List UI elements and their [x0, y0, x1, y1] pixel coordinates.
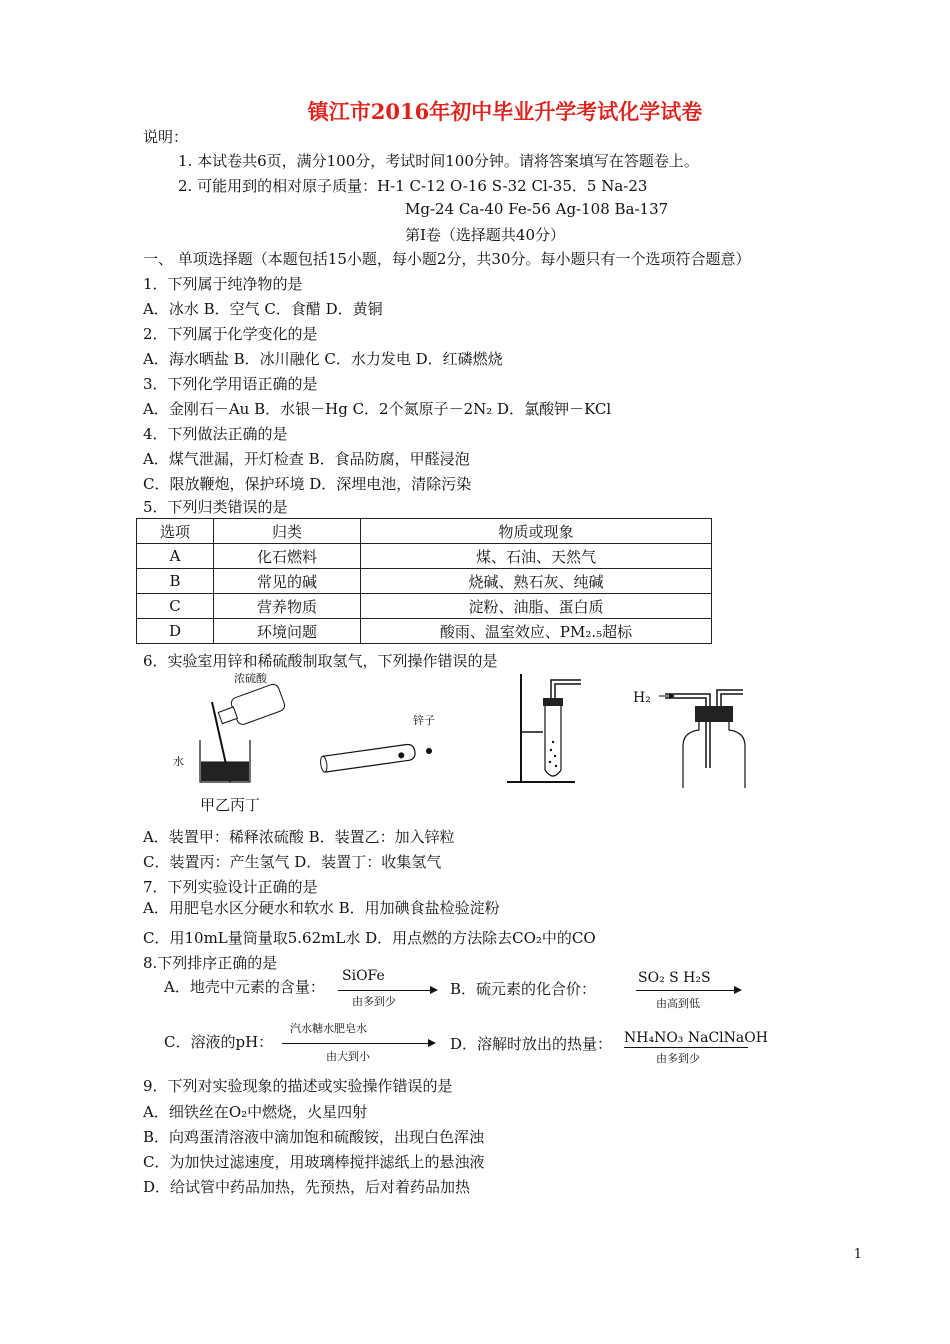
table-row — [137, 619, 712, 644]
table-header-row — [137, 519, 712, 544]
question-4-options-1: A．煤气泄漏，开灯检查 B．食品防腐，甲醛浸泡 — [143, 450, 470, 468]
q8-option-c-order: 由大到小 — [326, 1050, 370, 1063]
figure-caption: 甲乙丙丁 — [200, 796, 261, 814]
question-3-options: A．金刚石－Au B．水银－Hg C．2个氮原子－2N₂ D．氯酸钾－KCl — [143, 400, 612, 418]
classification-table — [136, 518, 712, 644]
q8-option-c-arrowhead — [428, 1039, 436, 1047]
note-item-2-cont: Mg-24 Ca-40 Fe-56 Ag-108 Ba-137 — [405, 200, 669, 218]
apparatus-ding-diagram — [655, 680, 755, 790]
label-conc-acid: 浓硫酸 — [234, 672, 267, 685]
table-row — [137, 544, 712, 569]
question-5: 5．下列归类错误的是 — [143, 498, 288, 516]
question-8: 8.下列排序正确的是 — [143, 954, 278, 972]
page-number: 1 — [853, 1247, 862, 1262]
apparatus-jia-diagram — [190, 680, 290, 790]
section1-heading: 一、 单项选择题（本题包括15小题，每小题2分，共30分。每小题只有一个选项符合题意） — [143, 250, 751, 268]
table-cell: 营养物质 — [214, 594, 361, 619]
question-1: 1．下列属于纯净物的是 — [143, 275, 303, 293]
table-cell: 化石燃料 — [214, 544, 361, 569]
q8-option-c-label: C．溶液的pH： — [164, 1033, 274, 1051]
question-2-options: A．海水晒盐 B．冰川融化 C．水力发电 D．红磷燃烧 — [143, 350, 503, 368]
q8-option-b-arrow — [636, 990, 734, 991]
q8-option-c-arrow — [282, 1043, 428, 1044]
label-h2: H₂ — [633, 690, 651, 706]
question-7-options-2: C．用10mL量筒量取5.62mL水 D．用点燃的方法除去CO₂中的CO — [143, 929, 596, 947]
question-4-options-2: C．限放鞭炮，保护环境 D．深埋电池，清除污染 — [143, 475, 472, 493]
table-cell: A — [137, 544, 214, 569]
table-cell: 环境问题 — [214, 619, 361, 644]
table-cell: 烧碱、熟石灰、纯碱 — [361, 569, 712, 594]
label-water: 水 — [173, 755, 184, 768]
question-9-option-d: D．给试管中药品加热，先预热，后对着药品加热 — [143, 1178, 471, 1196]
table-row — [137, 594, 712, 619]
q8-option-b-sequence: SO₂ S H₂S — [638, 970, 711, 986]
label-zinc: 锌子 — [413, 714, 435, 727]
question-9-option-c: C．为加快过滤速度，用玻璃棒搅拌滤纸上的悬浊液 — [143, 1153, 485, 1171]
question-7-options-1: A．用肥皂水区分硬水和软水 B．用加碘食盐检验淀粉 — [143, 899, 500, 917]
apparatus-bing-diagram — [505, 670, 595, 790]
question-2: 2．下列属于化学变化的是 — [143, 325, 318, 343]
notes-heading: 说明： — [143, 128, 189, 146]
table-cell: 淀粉、油脂、蛋白质 — [361, 594, 712, 619]
q8-option-d-order: 由多到少 — [656, 1052, 700, 1065]
table-cell: 酸雨、温室效应、PM₂.₅超标 — [361, 619, 712, 644]
note-item-2: 2. 可能用到的相对原子质量：H-1 C-12 O-16 S-32 Cl-35．5 Na-23 — [178, 177, 648, 195]
q8-option-c-sequence: 汽水糖水肥皂水 — [290, 1022, 367, 1035]
q8-option-a-arrowhead — [430, 986, 438, 994]
question-1-options: A．冰水 B．空气 C．食醋 D．黄铜 — [143, 300, 383, 318]
q8-option-b-label: B．硫元素的化合价： — [450, 980, 597, 998]
question-9-option-a: A．细铁丝在O₂中燃烧，火星四射 — [143, 1103, 368, 1121]
table-cell: 常见的碱 — [214, 569, 361, 594]
q8-option-b-order: 由高到低 — [656, 997, 700, 1010]
table-cell: 煤、石油、天然气 — [361, 544, 712, 569]
q8-option-b-arrowhead — [734, 986, 742, 994]
q8-option-d-sequence: NH₄NO₃ NaClNaOH — [624, 1030, 768, 1046]
q8-option-d-label: D．溶解时放出的热量： — [450, 1035, 613, 1053]
table-cell: C — [137, 594, 214, 619]
table-cell: D — [137, 619, 214, 644]
q8-option-a-label: A．地壳中元素的含量： — [164, 978, 325, 996]
table-row — [137, 569, 712, 594]
question-6-options-1: A．装置甲：稀释浓硫酸 B．装置乙：加入锌粒 — [143, 828, 455, 846]
table-header-cell: 物质或现象 — [361, 519, 712, 544]
part1-title: 第Ⅰ卷（选择题共40分） — [405, 226, 566, 244]
table-header-cell: 归类 — [214, 519, 361, 544]
q8-option-d-arrow — [624, 1047, 748, 1048]
question-3: 3．下列化学用语正确的是 — [143, 375, 318, 393]
exam-title: 镇江市2016年初中毕业升学考试化学试卷 — [307, 99, 703, 124]
question-6: 6．实验室用锌和稀硫酸制取氢气，下列操作错误的是 — [143, 652, 498, 670]
table-header-cell: 选项 — [137, 519, 214, 544]
question-9: 9．下列对实验现象的描述或实验操作错误的是 — [143, 1077, 453, 1095]
apparatus-yi-diagram — [315, 735, 445, 775]
question-6-options-2: C．装置丙：产生氢气 D．装置丁：收集氢气 — [143, 853, 442, 871]
q8-option-a-arrow — [338, 990, 430, 991]
q8-option-a-order: 由多到少 — [352, 995, 396, 1008]
question-9-option-b: B．向鸡蛋清溶液中滴加饱和硫酸铵，出现白色浑浊 — [143, 1128, 485, 1146]
table-cell: B — [137, 569, 214, 594]
question-7: 7．下列实验设计正确的是 — [143, 878, 318, 896]
question-4: 4．下列做法正确的是 — [143, 425, 288, 443]
note-item-1: 1. 本试卷共6页，满分100分，考试时间100分钟。请将答案填写在答题卷上。 — [178, 152, 699, 170]
q8-option-a-sequence: SiOFe — [342, 968, 385, 984]
